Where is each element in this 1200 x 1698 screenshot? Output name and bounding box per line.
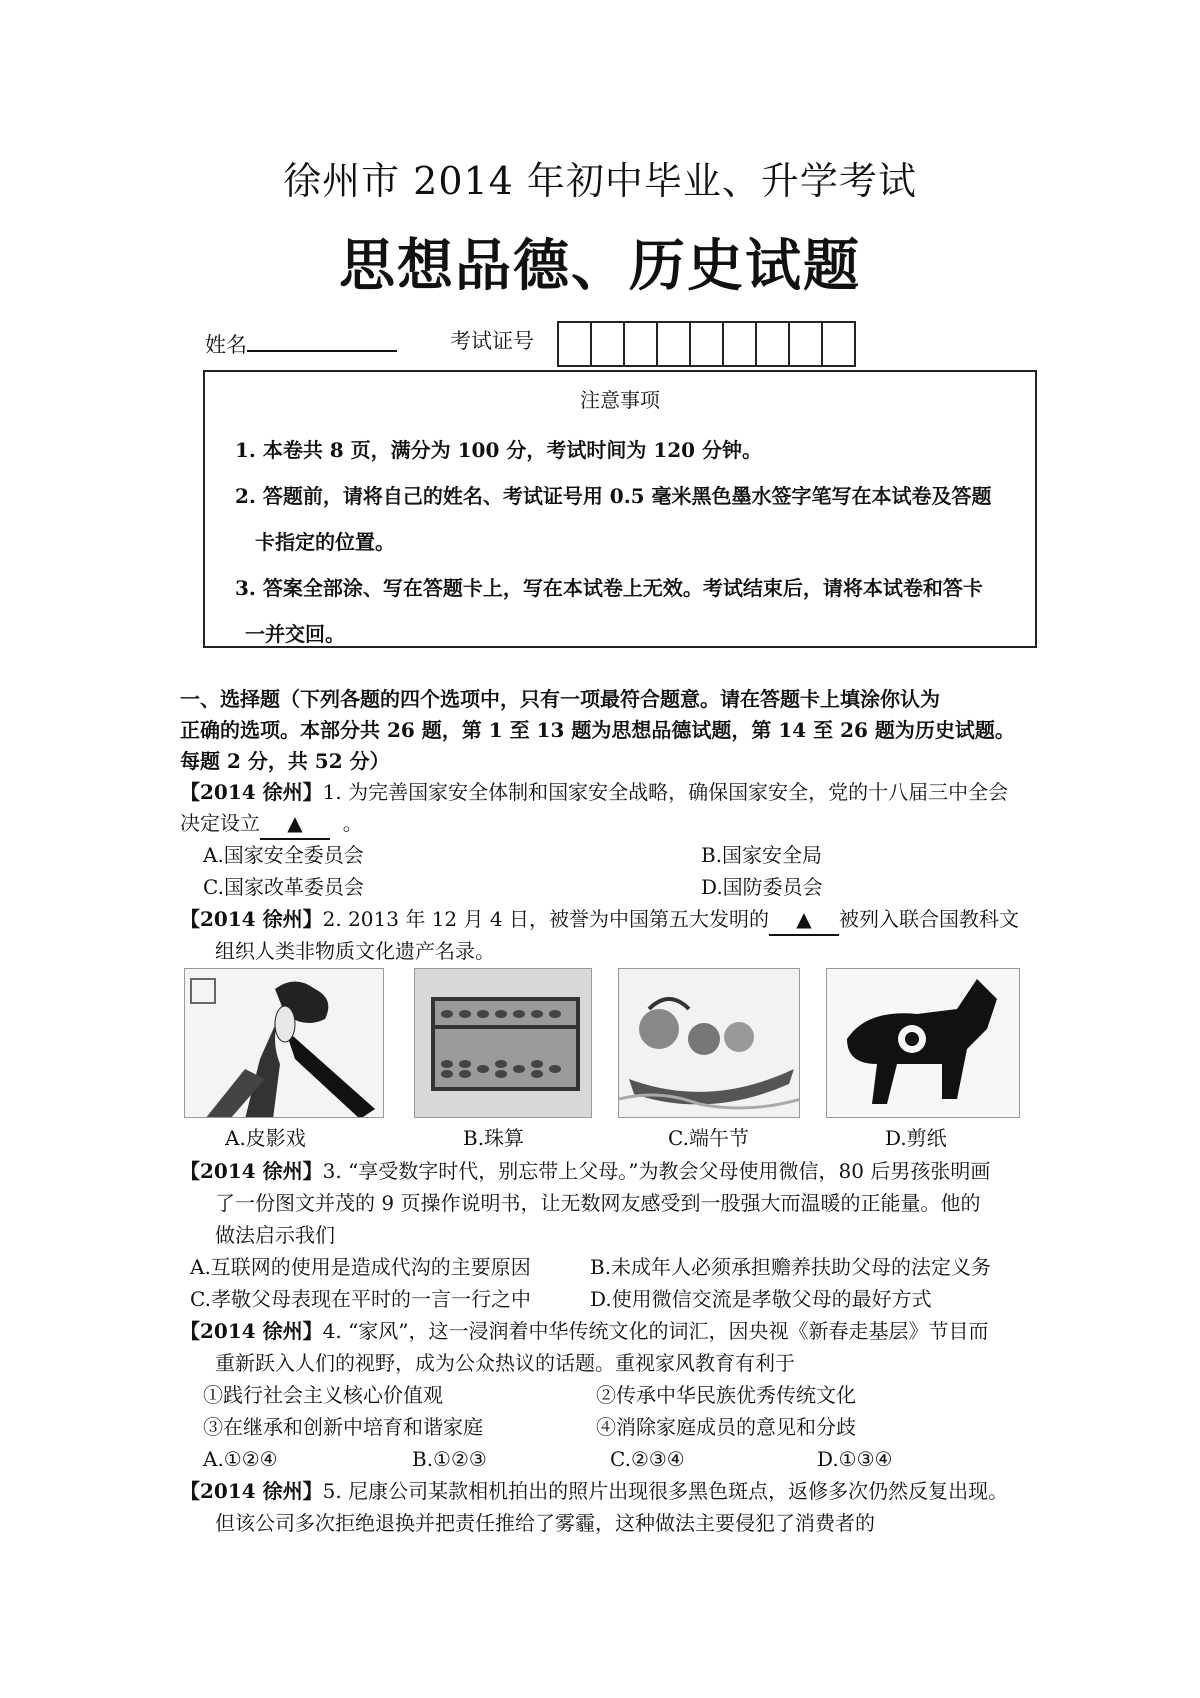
q1-text-2: 决定设立 [180,811,260,835]
q2-tag: 【2014 徐州】 [180,907,323,931]
q5-tag: 【2014 徐州】 [180,1479,323,1503]
q4-item-2: ②传承中华民族优秀传统文化 [596,1383,856,1407]
q3-option-d: D.使用微信交流是孝敬父母的最好方式 [590,1287,932,1311]
exam-id-label: 考试证号 [450,329,534,353]
q3-text: 3. “享受数字时代，别忘带上父母。”为教会父母使用微信，80 后男孩张明画 [322,1159,991,1183]
q1-option-a: A.国家安全委员会 [203,843,364,867]
exam-id-boxes [557,321,856,367]
q4-line-2: 重新跃入人们的视野，成为公众热议的话题。重视家风教育有利于 [215,1351,795,1375]
name-label-row [205,328,397,360]
exam-title: 徐州市 2014 年初中毕业、升学考试 [283,159,917,203]
notice-line-2: 2. 答题前，请将自己的姓名、考试证号用 0.5 毫米黑色墨水签字笔写在本试卷及答题 [235,484,992,508]
q4-tag: 【2014 徐州】 [180,1319,323,1343]
q2-text-end: 被列入联合国教科文 [838,907,1019,931]
q1-tag: 【2014 徐州】 [180,780,323,804]
q2-option-b: B.珠算 [463,1126,525,1150]
q1-option-d: D.国防委员会 [701,875,823,899]
exam-id-cell [592,323,625,365]
exam-id-cell [625,323,658,365]
q2-blank: ▲ [769,904,839,936]
q1-option-b: B.国家安全局 [701,843,823,867]
q4-item-1: ①践行社会主义核心价值观 [203,1383,443,1407]
name-label: 姓名 [205,333,247,357]
q1-line-2 [180,808,363,840]
name-underline [247,328,397,352]
notice-title: 注意事项 [580,388,660,412]
q4-item-4: ④消除家庭成员的意见和分歧 [596,1415,856,1439]
notice-line-3: 3. 答案全部涂、写在答题卡上，写在本试卷上无效。考试结束后，请将本试卷和答卡 [235,576,983,600]
q4-option-d: D.①③④ [817,1447,893,1471]
q5-line-2: 但该公司多次拒绝退换并把责任推给了雾霾，这种做法主要侵犯了消费者的 [215,1511,875,1535]
q3-line-1 [180,1156,990,1186]
q4-line-1 [180,1316,989,1346]
q2-option-c: C.端午节 [668,1126,749,1150]
q3-option-a: A.互联网的使用是造成代沟的主要原因 [190,1255,531,1279]
section1-line-2: 正确的选项。本部分共 26 题，第 1 至 13 题为思想品德试题，第 14 至 26 题为历史试题。 [180,718,1015,742]
dragon-boat-image [618,968,800,1118]
q1-line-1 [180,777,1008,807]
q4-item-3: ③在继承和创新中培育和谐家庭 [203,1415,483,1439]
section1-line-3: 每题 2 分，共 52 分） [180,749,390,773]
q4-option-c: C.②③④ [610,1447,685,1471]
q3-line-3: 做法启示我们 [215,1223,335,1247]
q2-line-1 [180,904,1019,936]
q3-tag: 【2014 徐州】 [180,1159,323,1183]
q5-text: 5. 尼康公司某款相机拍出的照片出现很多黑色斑点，返修多次仍然反复出现。 [322,1479,1009,1503]
q3-line-2: 了一份图文并茂的 9 页操作说明书，让无数网友感受到一股强大而温暖的正能量。他的 [215,1191,981,1215]
notice-line-1: 1. 本卷共 8 页，满分为 100 分，考试时间为 120 分钟。 [235,438,763,462]
exam-id-cell [724,323,757,365]
shadow-puppet-image [184,968,384,1118]
q3-option-b: B.未成年人必须承担赡养扶助父母的法定义务 [590,1255,992,1279]
q1-end: 。 [342,811,363,835]
q2-option-a: A.皮影戏 [225,1126,306,1150]
q1-text: 1. 为完善国家安全体制和国家安全战略，确保国家安全，党的十八届三中全会 [322,780,1009,804]
exam-id-cell [790,323,823,365]
exam-id-cell [559,323,592,365]
exam-subject-title: 思想品德、历史试题 [339,233,861,299]
notice-box [203,370,1037,648]
q1-blank: ▲ [260,808,330,840]
abacus-image [414,968,592,1118]
section1-line-1: 一、选择题（下列各题的四个选项中，只有一项最符合题意。请在答题卡上填涂你认为 [180,687,940,711]
exam-id-cell [823,323,856,365]
notice-line-3-cont: 一并交回。 [245,622,345,646]
q4-option-b: B.①②③ [412,1447,487,1471]
paper-cutting-image [826,968,1020,1118]
exam-id-cell [757,323,790,365]
q4-text: 4. “家风”，这一浸润着中华传统文化的词汇，因央视《新春走基层》节目而 [322,1319,989,1343]
q1-option-c: C.国家改革委员会 [203,875,364,899]
q2-text: 2. 2013 年 12 月 4 日，被誉为中国第五大发明的 [322,907,769,931]
q2-option-d: D.剪纸 [885,1126,947,1150]
q4-option-a: A.①②④ [203,1447,278,1471]
notice-line-2-cont: 卡指定的位置。 [255,530,395,554]
exam-id-cell [658,323,691,365]
q5-line-1 [180,1476,1008,1506]
q2-line-2: 组织人类非物质文化遗产名录。 [215,939,495,963]
exam-id-cell [691,323,724,365]
q3-option-c: C.孝敬父母表现在平时的一言一行之中 [190,1287,531,1311]
